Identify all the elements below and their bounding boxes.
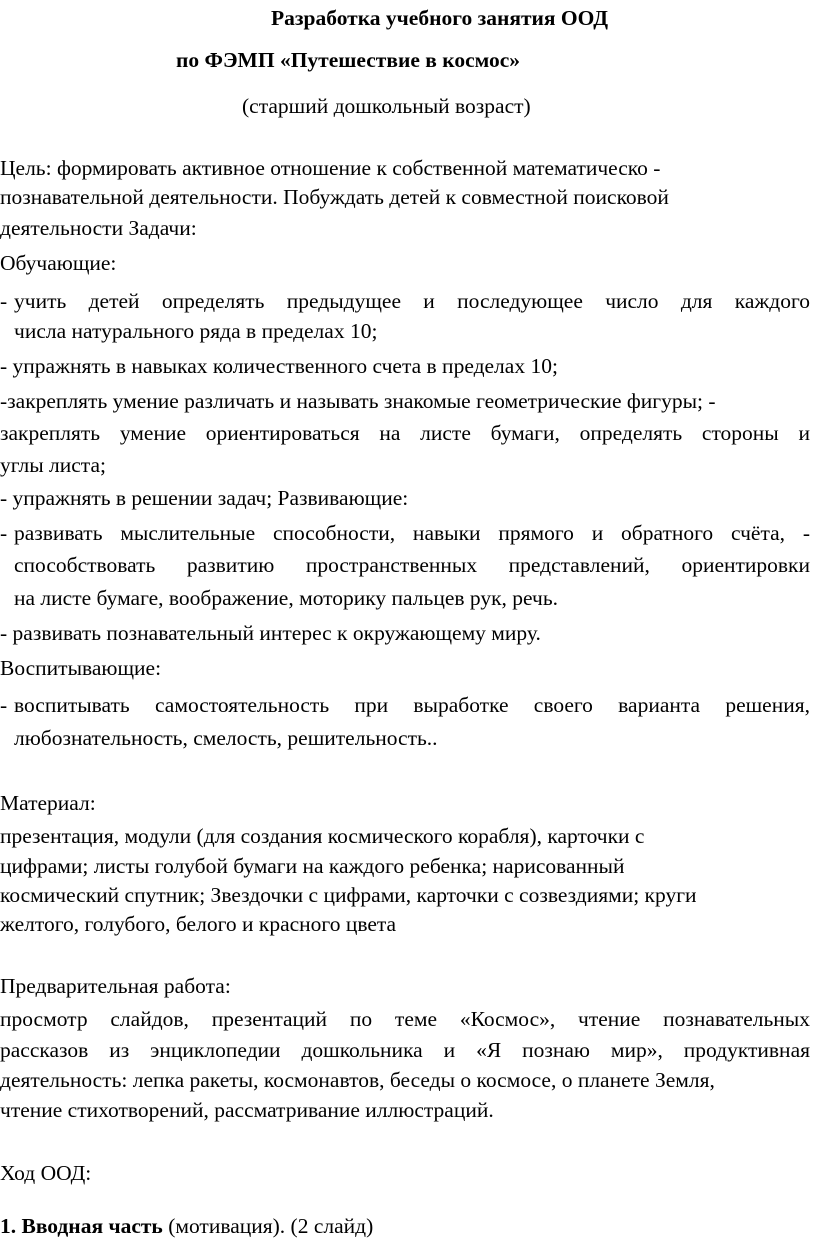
part-1-title: 1. Вводная часть xyxy=(0,1214,163,1238)
teaching-item-3-line-1: -закреплять умение различать и называть знакомые геометрические фигуры; - xyxy=(0,389,716,413)
progress-heading: Ход ООД: xyxy=(0,1161,92,1185)
teaching-item-1-line-2: числа натурального ряда в пределах 10; xyxy=(14,319,378,343)
material-line-2: цифрами; листы голубой бумаги на каждого ребенка; нарисованный xyxy=(0,854,625,878)
teaching-heading: Обучающие: xyxy=(0,251,117,275)
upbringing-item-1-line-2: любознательность, смелость, решительность.. xyxy=(14,726,438,750)
bullet-mark: - xyxy=(0,289,8,313)
developing-item-1-line-1: развивать мыслительные способности, навыки прямого и обратного счёта, - xyxy=(14,521,810,545)
teaching-item-4: - упражнять в решении задач; Развивающие: xyxy=(0,486,409,510)
preliminary-heading: Предварительная работа: xyxy=(0,974,231,998)
goal-line-1: Цель: формировать активное отношение к собственной математическо - xyxy=(0,156,661,180)
upbringing-item-1 xyxy=(0,692,810,718)
upbringing-item-1-line-1: воспитывать самостоятельность при выработке своего варианта решения, xyxy=(14,693,810,717)
bullet-mark: - xyxy=(0,693,8,717)
material-line-3: космический спутник; Звездочки с цифрами, карточки с созвездиями; круги xyxy=(0,883,697,907)
teaching-item-1-line-1: учить детей определять предыдущее и последующее число для каждого xyxy=(14,289,810,313)
material-heading: Материал: xyxy=(0,791,96,815)
subtitle: (старший дошкольный возраст) xyxy=(242,94,531,118)
bullet-mark: - xyxy=(0,521,8,545)
teaching-item-2: - упражнять в навыках количественного счета в пределах 10; xyxy=(0,354,558,378)
title-line-2: по ФЭМП «Путешествие в космос» xyxy=(176,48,521,72)
preliminary-line-1: просмотр слайдов, презентаций по теме «Космос», чтение познавательных xyxy=(0,1007,810,1031)
progress-part-1 xyxy=(0,1213,373,1239)
title-line-1: Разработка учебного занятия ООД xyxy=(271,6,609,30)
preliminary-line-2: рассказов из энциклопедии дошкольника и «Я познаю мир», продуктивная xyxy=(0,1038,810,1062)
preliminary-line-4: чтение стихотворений, рассматривание иллюстраций. xyxy=(0,1098,494,1122)
goal-line-2: познавательной деятельности. Побуждать детей к совместной поисковой xyxy=(0,185,669,209)
part-1-note: (мотивация). (2 слайд) xyxy=(162,1214,374,1238)
teaching-item-3-line-3: углы листа; xyxy=(0,453,106,477)
developing-item-2: - развивать познавательный интерес к окружающему миру. xyxy=(0,621,541,645)
material-line-1: презентация, модули (для создания космического корабля), карточки с xyxy=(0,824,645,848)
upbringing-heading: Воспитывающие: xyxy=(0,656,162,680)
preliminary-line-3: деятельность: лепка ракеты, космонавтов, беседы о космосе, о планете Земля, xyxy=(0,1068,715,1092)
teaching-item-1 xyxy=(0,288,810,314)
developing-item-1-line-2: способствовать развитию пространственных представлений, ориентировки xyxy=(14,553,810,577)
developing-item-1 xyxy=(0,520,810,546)
goal-line-3: деятельности Задачи: xyxy=(0,216,197,240)
developing-item-1-line-3: на листе бумаге, воображение, моторику пальцев рук, речь. xyxy=(14,586,559,610)
teaching-item-3-line-2: закреплять умение ориентироваться на листе бумаги, определять стороны и xyxy=(0,421,810,445)
material-line-4: желтого, голубого, белого и красного цвета xyxy=(0,912,397,936)
